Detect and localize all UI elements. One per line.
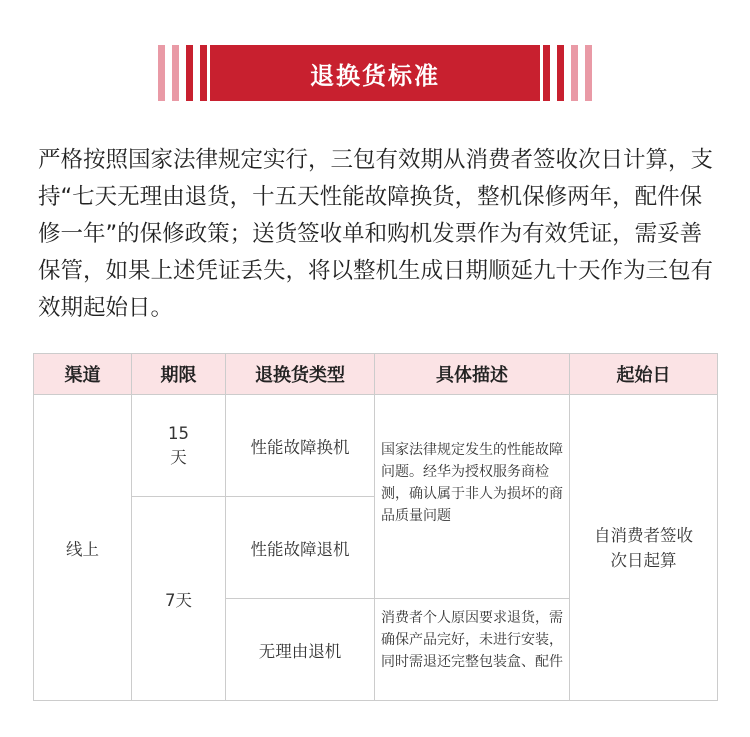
cell-desc-fault <box>375 395 570 599</box>
cell-type-exchange: 性能故障换机 <box>226 395 375 497</box>
header-start-date: 起始日 <box>570 354 718 395</box>
banner-title-box <box>210 45 540 101</box>
return-policy-table <box>33 353 718 701</box>
header-period: 期限 <box>132 354 226 395</box>
banner-stripe-right-3 <box>571 45 578 101</box>
cell-period-7: 7天 <box>132 497 226 701</box>
cell-type-return-fault: 性能故障退机 <box>226 497 375 599</box>
banner-stripe-left-1 <box>158 45 165 101</box>
start-date-line2: 次日起算 <box>610 550 677 570</box>
banner-stripe-right-2 <box>557 45 564 101</box>
desc-fault-text: 国家法律规定发生的性能故障问题。经华为授权服务商检测，确认属于非人为损坏的商品质量问题 <box>381 442 563 524</box>
desc-no-reason-text: 消费者个人原因要求退货，需确保产品完好，未进行安装，同时需退还完整包装盒、配件 <box>381 610 563 670</box>
cell-type-return-no-reason: 无理由退机 <box>226 599 375 701</box>
banner-stripe-left-4 <box>200 45 207 101</box>
table-header-row <box>34 354 718 395</box>
header-description: 具体描述 <box>375 354 570 395</box>
cell-period-15 <box>132 395 226 497</box>
period-15-text: 15天 <box>168 423 189 467</box>
table-row <box>34 395 718 497</box>
page-title: 退换货标准 <box>310 61 440 90</box>
header-channel: 渠道 <box>34 354 132 395</box>
cell-desc-no-reason <box>375 599 570 701</box>
banner-stripe-left-3 <box>186 45 193 101</box>
banner-stripe-right-4 <box>585 45 592 101</box>
title-banner <box>158 45 592 101</box>
cell-channel: 线上 <box>34 395 132 701</box>
banner-stripe-left-2 <box>172 45 179 101</box>
cell-start-date <box>570 395 718 701</box>
start-date-line1: 自消费者签收 <box>594 525 693 545</box>
header-type: 退换货类型 <box>226 354 375 395</box>
banner-stripe-right-1 <box>543 45 550 101</box>
intro-paragraph: 严格按照国家法律规定实行，三包有效期从消费者签收次日计算，支持“七天无理由退货，十五天性能故障换货，整机保修两年，配件保修一年”的保修政策；送货签收单和购机发票作为有效凭证，需妥善保管，如果上述凭证丢失，将以整机生成日期顺延九十天作为三包有效期起始日。 <box>38 147 714 321</box>
